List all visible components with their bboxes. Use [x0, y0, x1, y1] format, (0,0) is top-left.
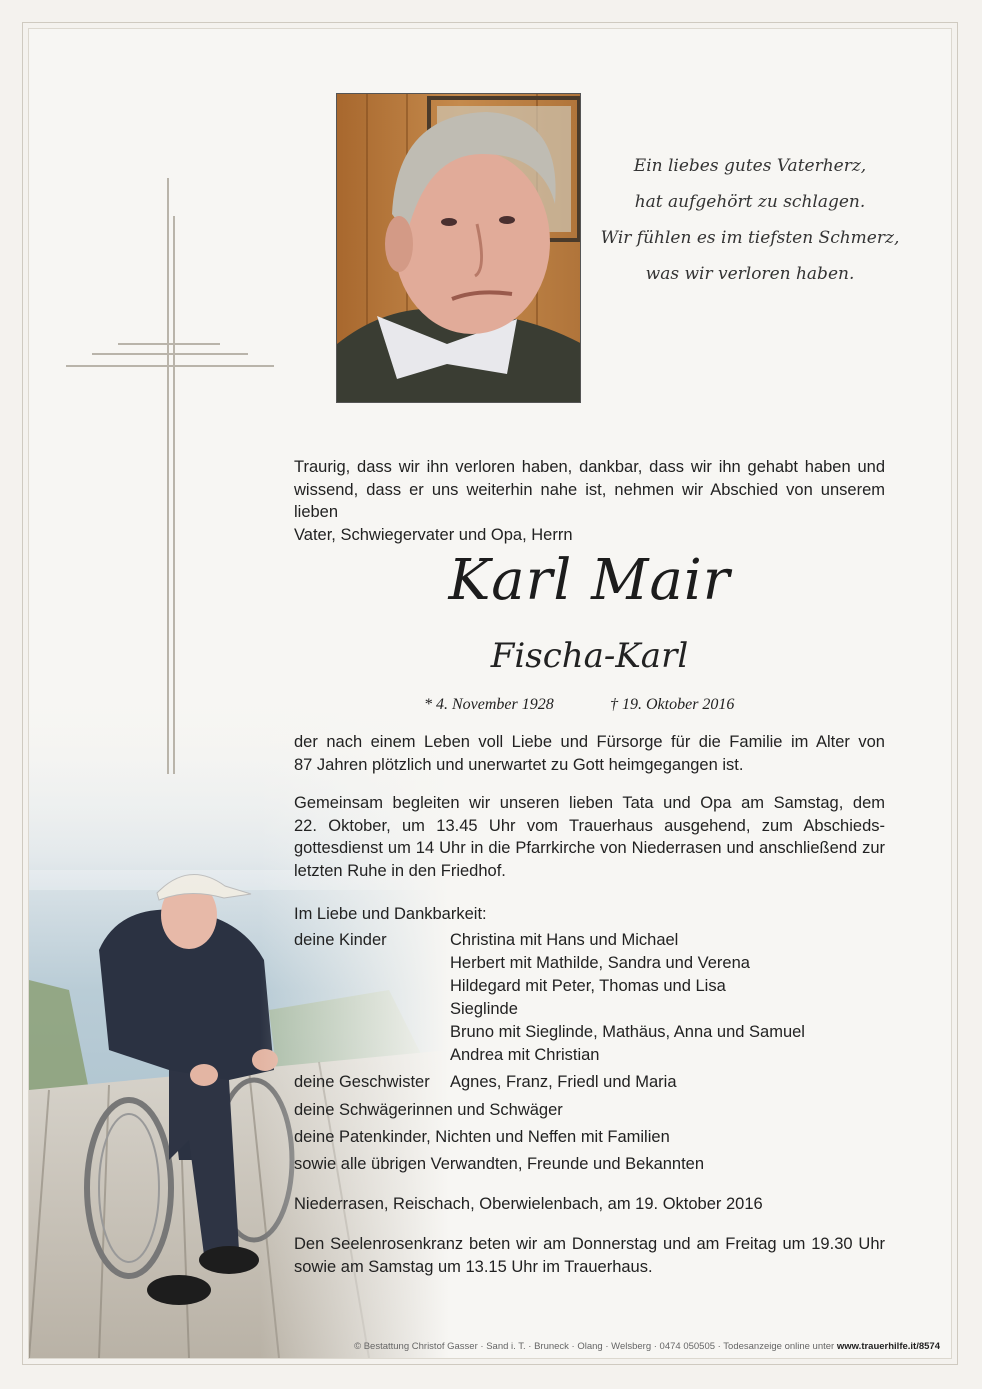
rosary-line: sowie am Samstag um 13.15 Uhr im Trauerhaus. — [294, 1257, 653, 1276]
paragraph-line: Gemeinsam begleiten wir unseren lieben Tata und Opa am Samstag, dem — [294, 794, 885, 812]
godchildren-text: deine Patenkinder, Nichten und Neffen mit Familien — [294, 1128, 670, 1146]
poem — [600, 148, 900, 292]
others-text: sowie alle übrigen Verwandten, Freunde und Bekannten — [294, 1155, 705, 1173]
children-label: deine Kinder — [294, 931, 387, 949]
intro-line: Traurig, dass wir ihn verloren haben, dankbar, dass wir ihn gehabt haben und — [294, 458, 885, 476]
paragraph-line: gottesdienst um 14 Uhr in die Pfarrkirche von Niederrasen und anschließend zur — [294, 839, 885, 857]
footer-text: © Bestattung Christof Gasser · Sand i. T. · Bruneck · Olang · Welsberg · 0474 050505 · Todesanzeige online unter — [354, 1341, 837, 1352]
paragraph-line: der nach einem Leben voll Liebe und Fürsorge für die Familie im Alter von — [294, 733, 885, 751]
place-date: Niederrasen, Reischach, Oberwielenbach, am 19. Oktober 2016 — [294, 1195, 763, 1213]
deceased-name: Karl Mair — [448, 548, 731, 613]
paragraph-line: letzten Ruhe in den Friedhof. — [294, 861, 506, 880]
child-entry: Christina mit Hans und Michael — [450, 931, 679, 949]
siblings-label: deine Geschwister — [294, 1073, 430, 1091]
paragraph-line: 22. Oktober, um 13.45 Uhr vom Trauerhaus ausgehend, zum Abschieds- — [294, 816, 885, 835]
poem-line: hat aufgehört zu schlagen. — [634, 192, 866, 212]
poem-line: Ein liebes gutes Vaterherz, — [633, 156, 867, 176]
child-entry: Bruno mit Sieglinde, Mathäus, Anna und Samuel — [450, 1023, 805, 1041]
deceased-nickname: Fischa-Karl — [490, 636, 689, 676]
portrait-photo — [336, 93, 581, 403]
birth-date: * 4. November 1928 — [424, 696, 554, 713]
child-entry: Sieglinde — [450, 1000, 518, 1018]
funeral-paragraph — [294, 792, 885, 882]
child-entry: Andrea mit Christian — [450, 1046, 600, 1064]
footer — [294, 1341, 940, 1352]
child-entry: Herbert mit Mathilde, Sandra und Verena — [450, 954, 750, 972]
poem-line: was wir verloren haben. — [645, 264, 855, 284]
cross-icon — [60, 176, 280, 776]
poem-line: Wir fühlen es im tiefsten Schmerz, — [600, 228, 900, 248]
inlaws-text: deine Schwägerinnen und Schwäger — [294, 1101, 563, 1119]
mourners-title: Im Liebe und Dankbarkeit: — [294, 905, 487, 923]
intro-line: Vater, Schwiegervater und Opa, Herrn — [294, 525, 573, 544]
intro-line: wissend, dass er uns weiterhin nahe ist, nehmen wir Abschied von unserem lieben — [294, 480, 885, 521]
paragraph-line: 87 Jahren plötzlich und unerwartet zu Gott heimgegangen ist. — [294, 755, 744, 774]
rosary-line: Den Seelenrosenkranz beten wir am Donnerstag und am Freitag um 19.30 Uhr — [294, 1235, 885, 1253]
child-entry: Hildegard mit Peter, Thomas und Lisa — [450, 977, 726, 995]
siblings-entry: Agnes, Franz, Friedl und Maria — [450, 1073, 677, 1091]
death-date: † 19. Oktober 2016 — [610, 696, 735, 713]
passing-paragraph — [294, 731, 885, 776]
intro-paragraph — [294, 456, 885, 546]
rosary-paragraph — [294, 1233, 885, 1278]
footer-link[interactable]: www.trauerhilfe.it/8574 — [836, 1341, 940, 1352]
